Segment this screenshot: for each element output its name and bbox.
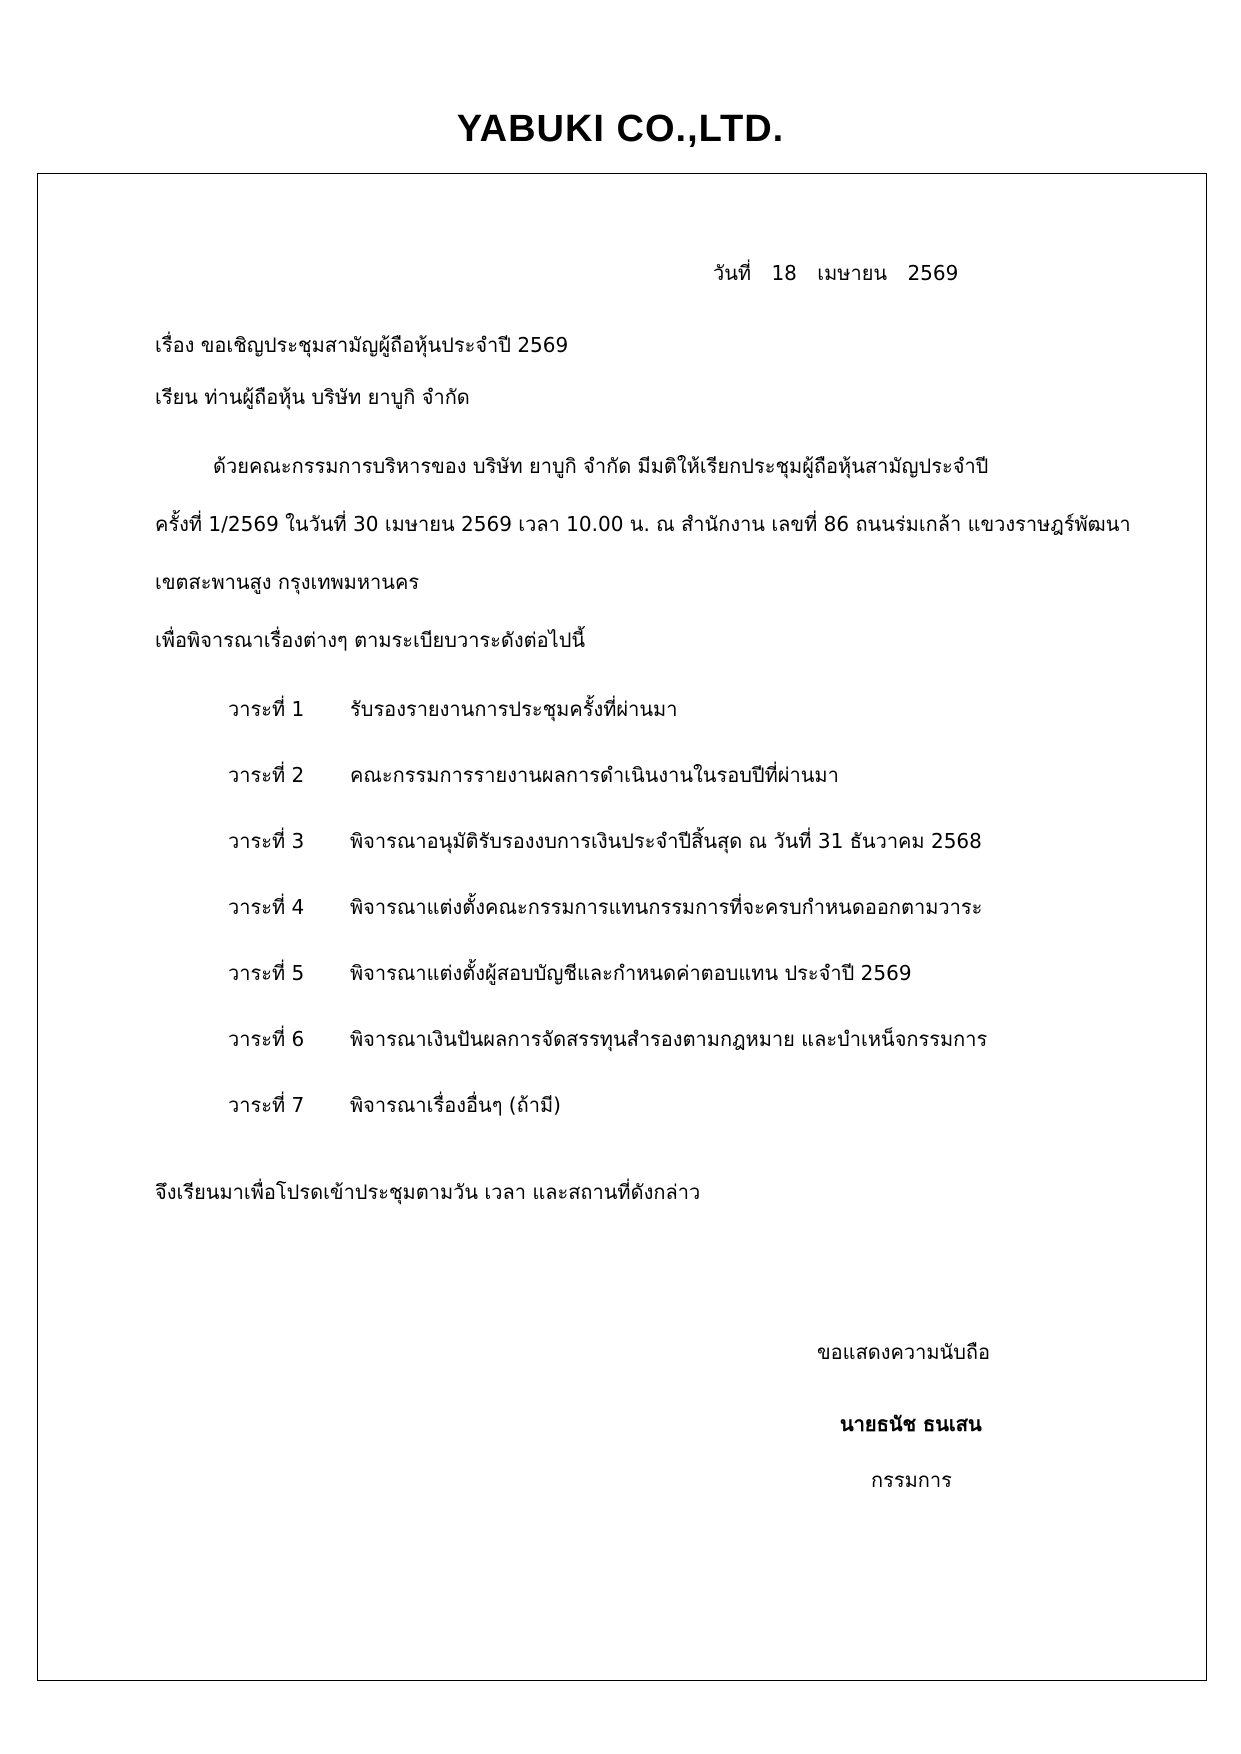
letter-subject: เรื่อง ขอเชิญประชุมสามัญผู้ถือหุ้นประจำปี 2569: [155, 333, 569, 357]
agenda-text: คณะกรรมการรายงานผลการดำเนินงานในรอบปีที่ผ่านมา: [350, 763, 839, 787]
agenda-item: [228, 827, 987, 893]
letter-recipient: เรียน ท่านผู้ถือหุ้น บริษัท ยาบูกิ จำกัด: [155, 385, 470, 409]
body-line-2: ครั้งที่ 1/2569 ในวันที่ 30 เมษายน 2569 เวลา 10.00 น. ณ สำนักงาน เลขที่ 86 ถนนร่มเกล้า แขวงราษฎร์พัฒนา: [155, 512, 1131, 536]
agenda-item: [228, 695, 987, 761]
agenda-item: [228, 959, 987, 1025]
letter-date: [713, 259, 972, 287]
agenda-number: วาระที่ 4: [228, 895, 305, 919]
agenda-number: วาระที่ 7: [228, 1093, 305, 1117]
signer-name: นายธนัช ธนเสน: [840, 1412, 982, 1436]
date-label: วันที่: [713, 261, 752, 285]
signer-title: กรรมการ: [871, 1468, 952, 1492]
agenda-list: [228, 695, 987, 1157]
body-line-1: ด้วยคณะกรรมการบริหารของ บริษัท ยาบูกิ จำกัด มีมติให้เรียกประชุมผู้ถือหุ้นสามัญประจำปี: [213, 454, 989, 478]
closing-line: จึงเรียนมาเพื่อโปรดเข้าประชุมตามวัน เวลา และสถานที่ดังกล่าว: [155, 1180, 701, 1204]
agenda-text: พิจารณาเงินปันผลการจัดสรรทุนสำรองตามกฎหมาย และบำเหน็จกรรมการ: [350, 1027, 988, 1051]
company-name: YABUKI CO.,LTD.: [456, 108, 785, 150]
agenda-item: [228, 1091, 987, 1157]
agenda-number: วาระที่ 2: [228, 763, 305, 787]
agenda-text: พิจารณาแต่งตั้งผู้สอบบัญชีและกำหนดค่าตอบแทน ประจำปี 2569: [350, 961, 912, 985]
date-month: เมษายน: [817, 261, 888, 285]
agenda-item: [228, 761, 987, 827]
agenda-item: [228, 1025, 987, 1091]
agenda-text: รับรองรายงานการประชุมครั้งที่ผ่านมา: [350, 697, 678, 721]
body-line-4: เพื่อพิจารณาเรื่องต่างๆ ตามระเบียบวาระดังต่อไปนี้: [155, 628, 586, 652]
agenda-number: วาระที่ 5: [228, 961, 305, 985]
body-line-3: เขตสะพานสูง กรุงเทพมหานคร: [155, 570, 420, 594]
agenda-number: วาระที่ 3: [228, 829, 305, 853]
agenda-number: วาระที่ 1: [228, 697, 305, 721]
agenda-item: [228, 893, 987, 959]
agenda-text: พิจารณาแต่งตั้งคณะกรรมการแทนกรรมการที่จะครบกำหนดออกตามวาระ: [350, 895, 983, 919]
agenda-text: พิจารณาเรื่องอื่นๆ (ถ้ามี): [350, 1093, 561, 1117]
date-day: 18: [771, 261, 797, 285]
agenda-text: พิจารณาอนุมัติรับรองงบการเงินประจำปีสิ้นสุด ณ วันที่ 31 ธันวาคม 2568: [350, 829, 982, 853]
agenda-number: วาระที่ 6: [228, 1027, 305, 1051]
regards-line: ขอแสดงความนับถือ: [817, 1340, 991, 1364]
date-year: 2569: [907, 261, 959, 285]
